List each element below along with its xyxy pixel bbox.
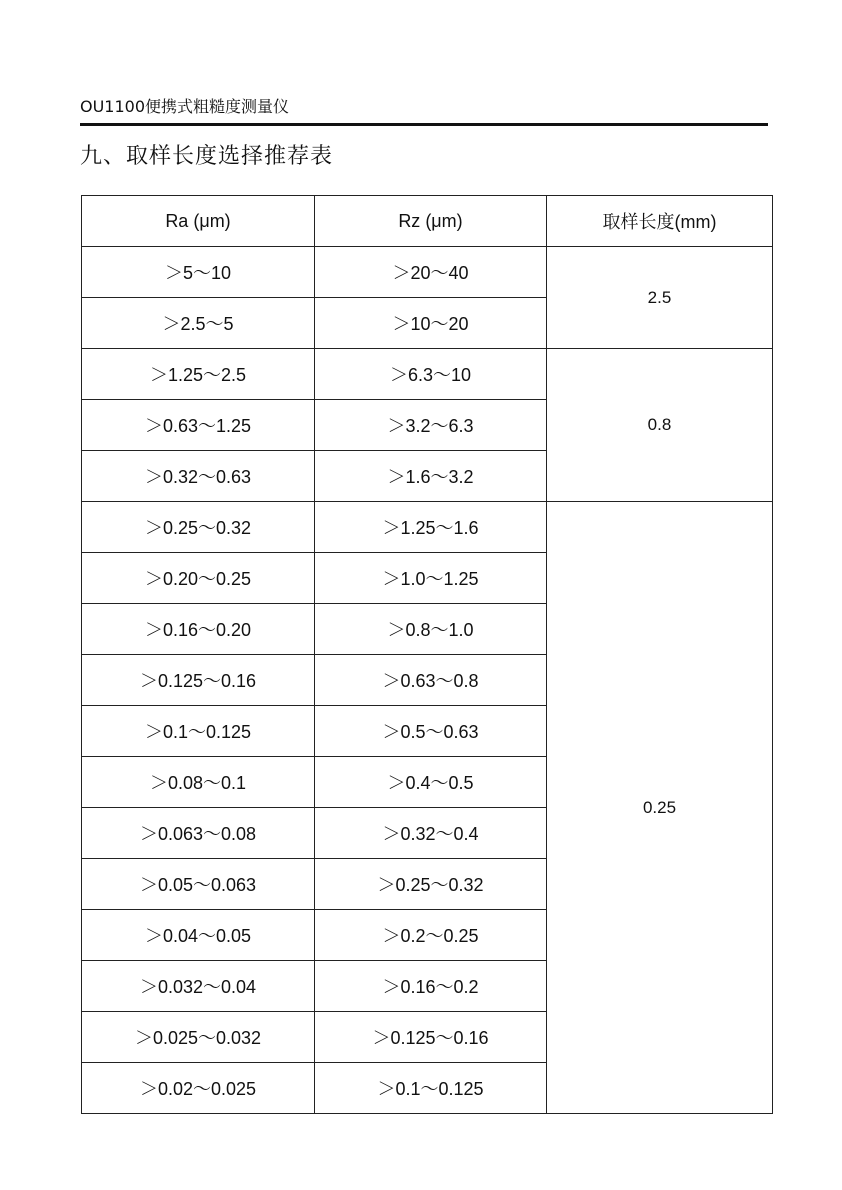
ra-range-cell: ＞0.16～0.20 bbox=[82, 604, 315, 655]
table-row bbox=[82, 247, 773, 298]
rz-range-cell: ＞1.6～3.2 bbox=[315, 451, 547, 502]
rz-range-cell: ＞0.63～0.8 bbox=[315, 655, 547, 706]
rz-range-cell: ＞0.125～0.16 bbox=[315, 1012, 547, 1063]
table-header-row bbox=[82, 196, 773, 247]
ra-range-cell: ＞0.02～0.025 bbox=[82, 1063, 315, 1114]
rz-range-cell: ＞3.2～6.3 bbox=[315, 400, 547, 451]
ra-range-cell: ＞0.63～1.25 bbox=[82, 400, 315, 451]
section-title: 九、取样长度选择推荐表 bbox=[80, 144, 334, 169]
ra-range-cell: ＞0.063～0.08 bbox=[82, 808, 315, 859]
ra-range-cell: ＞0.1～0.125 bbox=[82, 706, 315, 757]
sampling-length-cell: 0.8 bbox=[547, 349, 773, 502]
rz-range-cell: ＞10～20 bbox=[315, 298, 547, 349]
rz-range-cell: ＞0.1～0.125 bbox=[315, 1063, 547, 1114]
ra-range-cell: ＞0.08～0.1 bbox=[82, 757, 315, 808]
document-title: OU1100便携式粗糙度测量仪 bbox=[80, 97, 290, 116]
page-header bbox=[80, 96, 768, 126]
sampling-length-cell: 0.25 bbox=[547, 502, 773, 1114]
sampling-length-table bbox=[81, 195, 773, 1114]
sampling-length-cell: 2.5 bbox=[547, 247, 773, 349]
rz-range-cell: ＞0.5～0.63 bbox=[315, 706, 547, 757]
rz-range-cell: ＞1.25～1.6 bbox=[315, 502, 547, 553]
rz-range-cell: ＞6.3～10 bbox=[315, 349, 547, 400]
table-row bbox=[82, 349, 773, 400]
rz-range-cell: ＞0.16～0.2 bbox=[315, 961, 547, 1012]
rz-range-cell: ＞0.2～0.25 bbox=[315, 910, 547, 961]
ra-range-cell: ＞0.20～0.25 bbox=[82, 553, 315, 604]
ra-range-cell: ＞5～10 bbox=[82, 247, 315, 298]
rz-range-cell: ＞1.0～1.25 bbox=[315, 553, 547, 604]
ra-range-cell: ＞0.32～0.63 bbox=[82, 451, 315, 502]
ra-range-cell: ＞2.5～5 bbox=[82, 298, 315, 349]
rz-range-cell: ＞0.8～1.0 bbox=[315, 604, 547, 655]
ra-range-cell: ＞0.05～0.063 bbox=[82, 859, 315, 910]
rz-range-cell: ＞0.4～0.5 bbox=[315, 757, 547, 808]
ra-range-cell: ＞1.25～2.5 bbox=[82, 349, 315, 400]
rz-range-cell: ＞0.32～0.4 bbox=[315, 808, 547, 859]
table-body bbox=[82, 247, 773, 1114]
ra-range-cell: ＞0.125～0.16 bbox=[82, 655, 315, 706]
ra-range-cell: ＞0.04～0.05 bbox=[82, 910, 315, 961]
table-row bbox=[82, 502, 773, 553]
header-rz: Rz (μm) bbox=[315, 196, 547, 247]
header-sampling-length: 取样长度(mm) bbox=[547, 196, 773, 247]
ra-range-cell: ＞0.25～0.32 bbox=[82, 502, 315, 553]
rz-range-cell: ＞20～40 bbox=[315, 247, 547, 298]
rz-range-cell: ＞0.25～0.32 bbox=[315, 859, 547, 910]
ra-range-cell: ＞0.025～0.032 bbox=[82, 1012, 315, 1063]
header-ra: Ra (μm) bbox=[82, 196, 315, 247]
ra-range-cell: ＞0.032～0.04 bbox=[82, 961, 315, 1012]
